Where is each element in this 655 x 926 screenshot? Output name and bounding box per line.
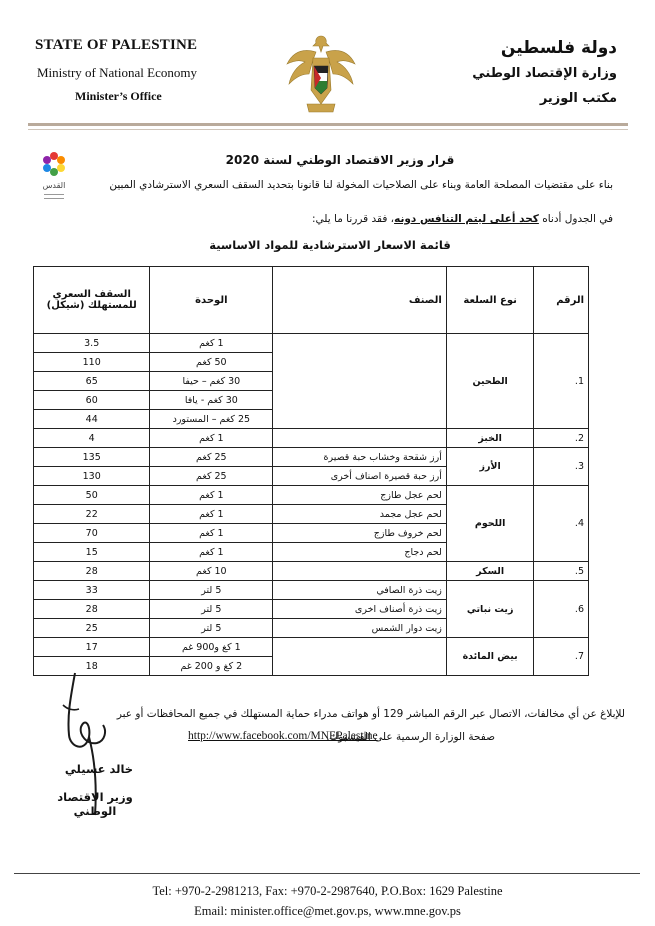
row-unit: 50 كغم bbox=[150, 353, 273, 372]
row-unit: 25 كغم bbox=[150, 467, 273, 486]
row-unit: 25 كغم – المستورد bbox=[150, 410, 273, 429]
row-unit: 10 كغم bbox=[150, 562, 273, 581]
row-price: 110 bbox=[34, 353, 150, 372]
row-number: 1. bbox=[534, 334, 589, 429]
row-price: 15 bbox=[34, 543, 150, 562]
row-commodity: الأرز bbox=[446, 448, 534, 486]
row-unit: 2 كغ و 200 غم bbox=[150, 657, 273, 676]
table-header-row bbox=[34, 267, 589, 334]
row-commodity: الخبز bbox=[446, 429, 534, 448]
row-unit: 30 كغم – حيفا bbox=[150, 372, 273, 391]
row-unit: 1 كغ و900 غم bbox=[150, 638, 273, 657]
para2-end: ، فقد قررنا ما يلي: bbox=[311, 213, 395, 225]
table-row bbox=[34, 448, 589, 467]
contact-email-line: Email: minister.office@met.gov.ps, www.mne.gov.ps bbox=[194, 904, 461, 918]
row-unit: 5 لتر bbox=[150, 581, 273, 600]
row-price: 33 bbox=[34, 581, 150, 600]
jerusalem-capital-logo bbox=[38, 148, 70, 206]
decree-title: قرار وزير الاقتصاد الوطني لسنة 2020 bbox=[225, 153, 455, 167]
english-office-name: Minister’s Office bbox=[75, 89, 162, 103]
row-unit: 5 لتر bbox=[150, 600, 273, 619]
row-type: أرز حبة قصيرة اصناف أخرى bbox=[273, 467, 447, 486]
table-row bbox=[34, 638, 589, 657]
row-number: 7. bbox=[534, 638, 589, 676]
row-number: 3. bbox=[534, 448, 589, 486]
signer-title: وزير الاقتصاد الوطني bbox=[57, 790, 133, 818]
row-type bbox=[273, 429, 447, 448]
header-num: الرقم bbox=[534, 267, 589, 334]
row-type: أرز شقحة وخشاب حبة قصيرة bbox=[273, 448, 447, 467]
row-commodity: الطحين bbox=[446, 334, 534, 429]
row-unit: 1 كغم bbox=[150, 524, 273, 543]
row-number: 5. bbox=[534, 562, 589, 581]
row-number: 4. bbox=[534, 486, 589, 562]
row-commodity: زيت نباتي bbox=[446, 581, 534, 638]
row-type: لحم عجل مجمد bbox=[273, 505, 447, 524]
row-type bbox=[273, 334, 447, 429]
table-row bbox=[34, 486, 589, 505]
arabic-office-name: مكتب الوزير bbox=[539, 91, 617, 106]
row-price: 3.5 bbox=[34, 334, 150, 353]
row-price: 50 bbox=[34, 486, 150, 505]
header-divider-thin bbox=[28, 129, 628, 130]
row-price: 17 bbox=[34, 638, 150, 657]
decree-paragraph-2 bbox=[53, 213, 613, 225]
footer-divider bbox=[14, 873, 640, 874]
row-type: لحم خروف طازج bbox=[273, 524, 447, 543]
header-type: الصنف bbox=[273, 267, 447, 334]
row-unit: 5 لتر bbox=[150, 619, 273, 638]
decree-paragraph-1: بناء على مقتضيات المصلحة العامة وبناء على الصلاحيات المخولة لنا قانونا بتحديد السقف السعري الاسترشادي المبين bbox=[109, 179, 613, 191]
row-commodity: السكر bbox=[446, 562, 534, 581]
header-unit: الوحدة bbox=[150, 267, 273, 334]
row-price: 18 bbox=[34, 657, 150, 676]
row-type: لحم عجل طازج bbox=[273, 486, 447, 505]
report-violations-note: للإبلاغ عن أي مخالفات، الاتصال عبر الرقم المباشر 129 أو هواتف مدراء حماية المستهلك في جميع المحافظات أو عبر bbox=[116, 708, 625, 720]
row-unit: 25 كغم bbox=[150, 448, 273, 467]
row-type: زيت ذرة أصناف اخرى bbox=[273, 600, 447, 619]
price-table bbox=[33, 266, 589, 676]
para2-start: في الجدول أدناه bbox=[542, 213, 613, 225]
row-unit: 30 كغم - يافا bbox=[150, 391, 273, 410]
row-price: 60 bbox=[34, 391, 150, 410]
english-state-title: STATE OF PALESTINE bbox=[35, 37, 198, 53]
table-row bbox=[34, 334, 589, 353]
price-list-title: قائمة الاسعار الاسترشادية للمواد الاساسية bbox=[209, 238, 451, 252]
header-divider bbox=[28, 123, 628, 126]
row-number: 6. bbox=[534, 581, 589, 638]
row-unit: 1 كغم bbox=[150, 543, 273, 562]
row-unit: 1 كغم bbox=[150, 486, 273, 505]
table-row bbox=[34, 581, 589, 600]
signer-name: خالد عسيلي bbox=[64, 762, 134, 776]
row-type: زيت ذرة الصافي bbox=[273, 581, 447, 600]
row-commodity: بيض المائدة bbox=[446, 638, 534, 676]
row-price: 22 bbox=[34, 505, 150, 524]
row-price: 135 bbox=[34, 448, 150, 467]
contact-phone-line: Tel: +970-2-2981213, Fax: +970-2-2987640, P.O.Box: 1629 Palestine bbox=[152, 884, 503, 898]
row-price: 4 bbox=[34, 429, 150, 448]
arabic-ministry-name: وزارة الإقتصاد الوطني bbox=[472, 66, 617, 81]
row-number: 2. bbox=[534, 429, 589, 448]
header-price: السقف السعري للمستهلك (شيكل) bbox=[34, 267, 150, 334]
row-unit: 1 كغم bbox=[150, 334, 273, 353]
arabic-state-title: دولة فلسطين bbox=[500, 38, 617, 58]
para2-highlight: كحد أعلى ليتم التنافس دونه bbox=[394, 213, 539, 225]
row-price: 70 bbox=[34, 524, 150, 543]
row-type bbox=[273, 562, 447, 581]
facebook-page-text: صفحة الوزارة الرسمية على الفيسبوك. bbox=[326, 731, 495, 743]
row-type bbox=[273, 638, 447, 676]
logo-caption: القدس bbox=[42, 181, 66, 190]
palestine-eagle-emblem bbox=[283, 30, 359, 118]
table-row bbox=[34, 562, 589, 581]
row-price: 44 bbox=[34, 410, 150, 429]
row-price: 28 bbox=[34, 600, 150, 619]
row-price: 130 bbox=[34, 467, 150, 486]
english-ministry-name: Ministry of National Economy bbox=[37, 65, 197, 80]
header-commodity: نوع السلعة bbox=[446, 267, 534, 334]
table-row bbox=[34, 429, 589, 448]
row-price: 65 bbox=[34, 372, 150, 391]
facebook-link[interactable]: http://www.facebook.com/MNEPalestine bbox=[188, 730, 378, 742]
row-type: لحم دجاج bbox=[273, 543, 447, 562]
row-unit: 1 كغم bbox=[150, 429, 273, 448]
row-price: 25 bbox=[34, 619, 150, 638]
row-commodity: اللحوم bbox=[446, 486, 534, 562]
row-price: 28 bbox=[34, 562, 150, 581]
row-type: زيت دوار الشمس bbox=[273, 619, 447, 638]
row-unit: 1 كغم bbox=[150, 505, 273, 524]
